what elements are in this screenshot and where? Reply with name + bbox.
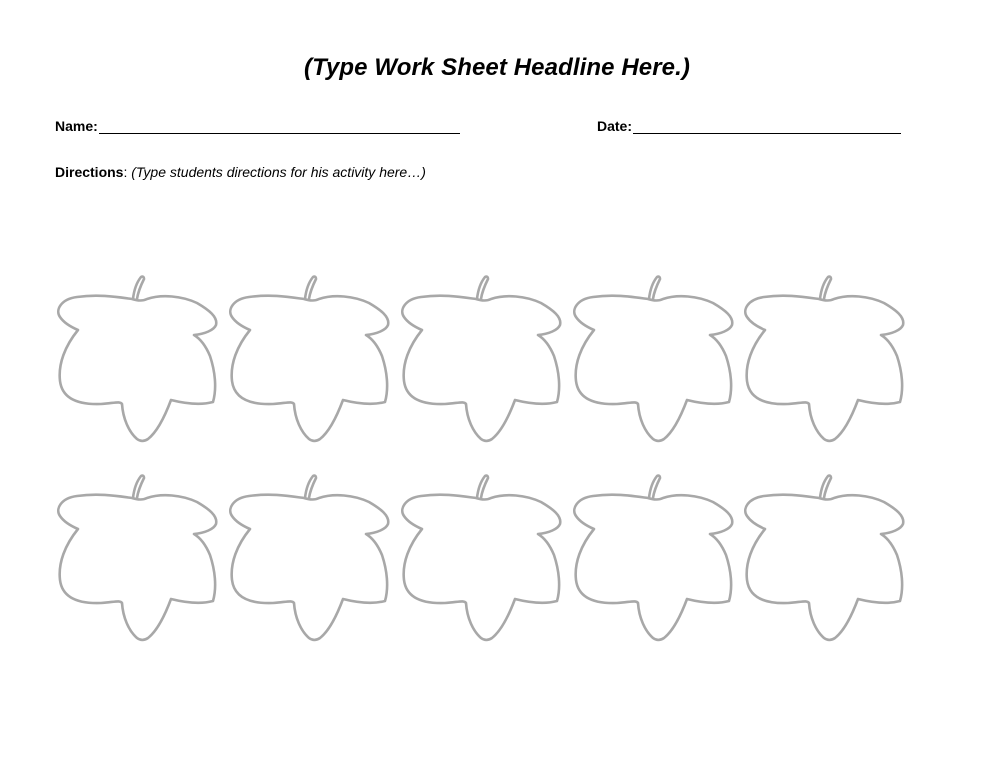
leaf-stem: [820, 277, 831, 299]
date-label: Date:: [597, 118, 633, 134]
leaf-outline: [574, 495, 732, 640]
leaf-stem: [820, 476, 831, 498]
leaf-stem: [649, 277, 660, 299]
leaf-outline: [574, 296, 732, 441]
leaf-outline-icon: [230, 476, 388, 640]
leaf-outline-icon: [58, 476, 216, 640]
leaf-outline-icon: [574, 476, 732, 640]
leaf-outline-icon: [402, 277, 560, 441]
directions-label: Directions: [55, 164, 124, 180]
leaf-outline-icon: [745, 476, 903, 640]
leaf-stem: [305, 277, 316, 299]
leaf-outline: [745, 296, 903, 441]
leaf-outline-icon: [230, 277, 388, 441]
leaf-stem: [133, 476, 144, 498]
leaf-outline: [402, 495, 560, 640]
directions-text: (Type students directions for his activity here…): [131, 164, 426, 180]
leaf-outline: [230, 495, 388, 640]
page-title: (Type Work Sheet Headline Here.): [304, 54, 690, 81]
leaf-outline: [745, 495, 903, 640]
leaf-outline-icon: [574, 277, 732, 441]
leaf-stem: [133, 277, 144, 299]
leaf-outline: [402, 296, 560, 441]
leaf-stem: [477, 476, 488, 498]
leaf-outline: [58, 495, 216, 640]
directions-separator: :: [123, 164, 132, 180]
leaf-outline-icon: [402, 476, 560, 640]
name-label: Name:: [55, 118, 98, 134]
leaf-outline-icon: [58, 277, 216, 441]
leaf-outline-icon: [745, 277, 903, 441]
leaf-outline: [230, 296, 388, 441]
leaf-outline: [58, 296, 216, 441]
leaf-stem: [305, 476, 316, 498]
leaf-stem: [477, 277, 488, 299]
leaf-stem: [649, 476, 660, 498]
